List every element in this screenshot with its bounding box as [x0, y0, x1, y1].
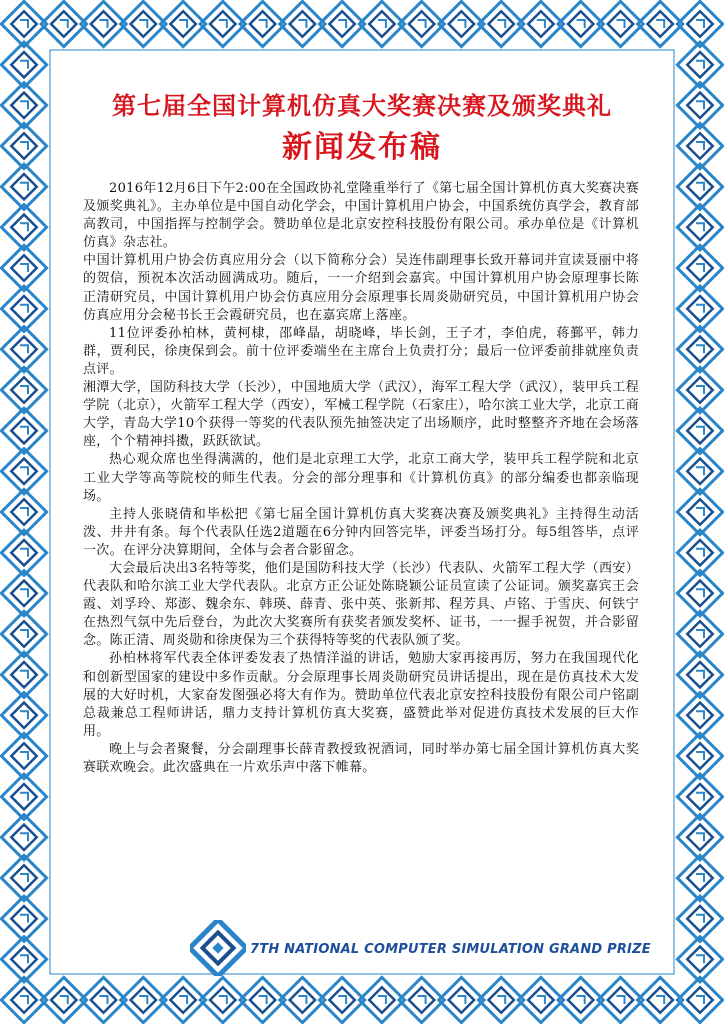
border-motif-icon	[1, 774, 46, 819]
border-motif-icon	[677, 733, 722, 778]
border-motif-icon	[677, 815, 722, 860]
border-motif-icon	[677, 855, 722, 900]
border-motif-icon	[1, 815, 46, 860]
border-motif-icon	[677, 652, 722, 697]
border-motif-icon	[1, 286, 46, 331]
border-motif-icon	[1, 855, 46, 900]
border-motif-icon	[677, 205, 722, 250]
border-motif-icon	[677, 937, 722, 982]
border-motif-icon	[677, 245, 722, 290]
page-title: 第七届全国计算机仿真大奖赛决赛及颁奖典礼	[112, 91, 612, 120]
border-motif-icon	[677, 286, 722, 331]
paragraph: 热心观众席也坐得满满的，他们是北京理工大学，北京工商大学，装甲兵工程学院和北京工业大学等高等院校的师生代表。分会的部分理事和《计算机仿真》的部分编委也都亲临现场。	[83, 452, 639, 504]
paragraph: 主持人张晓倩和毕松把《第七届全国计算机仿真大奖赛决赛及颁奖典礼》主持得生动活泼、井井有条。每个代表队任选2道题在6分钟内回答完毕，评委当场打分。每5组答毕，点评一次。在评分决算期间，全体与会者合影留念。	[83, 506, 639, 558]
border-motif-icon	[1, 489, 46, 534]
border-motif-icon	[677, 327, 722, 372]
border-motif-icon	[677, 449, 722, 494]
paragraph: 2016年12月6日下午2:00在全国政协礼堂隆重举行了《第七届全国计算机仿真大奖赛决赛及颁奖典礼》。主办单位是中国自动化学会，中国计算机用户协会，中国系统仿真学会，教育部高教司，中国指挥与控制学会。赞助单位是北京安控科技股份有限公司。承办单位是《计算机仿真》杂志社。	[83, 181, 639, 251]
border-motif-icon	[1, 611, 46, 656]
border-motif-icon	[1, 530, 46, 575]
paragraph: 11位评委孙柏林，黄柯棣，邵峰晶，胡晓峰，毕长剑，王子才，李伯虎，蒋鄞平，韩力群，贾利民，徐庚保到会。前十位评委端坐在主席台上负责打分；最后一位评委前排就座负责点评。	[83, 325, 639, 377]
border-motif-icon	[1, 449, 46, 494]
border-motif-icon	[677, 530, 722, 575]
border-motif-icon	[1, 896, 46, 941]
border-motif-icon	[677, 896, 722, 941]
page-subtitle: 新闻发布稿	[282, 130, 442, 165]
footer-logo-icon	[190, 920, 246, 976]
border-motif-icon	[1, 367, 46, 412]
paragraph: 湘潭大学，国防科技大学（长沙），中国地质大学（武汉），海军工程大学（武汉），装甲兵工程学院（北京），火箭军工程大学（西安），军械工程学院（石家庄），哈尔滨工业大学，北京工商大学，青岛大学10个获得一等奖的代表队预先抽签决定了出场顺序，此时整整齐齐地在会场落座，个个精神抖擞，跃跃欲试。	[83, 380, 639, 450]
border-motif-icon	[1, 652, 46, 697]
border-motif-icon	[1, 164, 46, 209]
paragraph: 孙柏林将军代表全体评委发表了热情洋溢的讲话，勉励大家再接再厉，努力在我国现代化和创新型国家的建设中多作贡献。分会原理事长周炎勋研究员讲话提出，现在是仿真技术大发展的大好时机，大家奋发图强必将大有作为。赞助单位代表北京安控科技股份有限公司户铭副总裁兼总工程师讲话，鼎力支持计算机仿真大奖赛，盛赞此举对促进仿真技术发展的巨大作用。	[83, 651, 639, 739]
article-body	[83, 180, 639, 777]
footer-banner-text: 7TH NATIONAL COMPUTER SIMULATION GRAND PRIZE	[250, 942, 651, 957]
border-motif-icon	[1, 408, 46, 453]
paragraph: 大会最后决出3名特等奖，他们是国防科技大学（长沙）代表队、火箭军工程大学（西安）代表队和哈尔滨工业大学代表队。北京方正公证处陈晓颖公证员宣读了公证词。颁奖嘉宾王会霞、刘孚玲、郑澎、魏余东、韩瑛、薛青、张中英、张新邦、程芳具、卢铭、于雪庆、何铁宁在热烈气氛中先后登台，为此次大奖赛所有获奖者颁发奖杯、证书，一一握手祝贺，并合影留念。陈正清、周炎勋和徐庚保为三个获得特等奖的代表队颁了奖。	[83, 560, 639, 649]
border-motif-icon	[677, 571, 722, 616]
paragraph: 中国计算机用户协会仿真应用分会（以下简称分会）吴连伟副理事长致开幕词并宣读聂丽中将的贺信，预祝本次活动圆满成功。随后，一一介绍到会嘉宾。中国计算机用户协会原理事长陈正清研究员，中国计算机用户协会仿真应用分会原理事长周炎勋研究员，中国计算机用户协会仿真应用分会秘书长王会霞研究员，也在嘉宾席上落座。	[83, 253, 639, 323]
border-motif-icon	[677, 774, 722, 819]
border-motif-icon	[1, 733, 46, 778]
border-motif-icon	[677, 42, 722, 87]
border-motif-icon	[1, 245, 46, 290]
border-motif-icon	[1, 42, 46, 87]
border-motif-icon	[677, 367, 722, 412]
border-motif-icon	[677, 408, 722, 453]
border-motif-icon	[1, 693, 46, 738]
border-motif-icon	[677, 611, 722, 656]
footer-banner	[190, 920, 651, 976]
border-motif-icon	[1, 571, 46, 616]
border-motif-icon	[1, 327, 46, 372]
paragraph: 晚上与会者聚餐，分会副理事长薛青教授致祝酒词，同时举办第七届全国计算机仿真大奖赛联欢晚会。此次盛典在一片欢乐声中落下帷幕。	[83, 741, 639, 775]
border-motif-icon	[677, 164, 722, 209]
border-motif-icon	[677, 693, 722, 738]
border-motif-icon	[1, 205, 46, 250]
border-motif-icon	[1, 937, 46, 982]
border-motif-icon	[677, 489, 722, 534]
